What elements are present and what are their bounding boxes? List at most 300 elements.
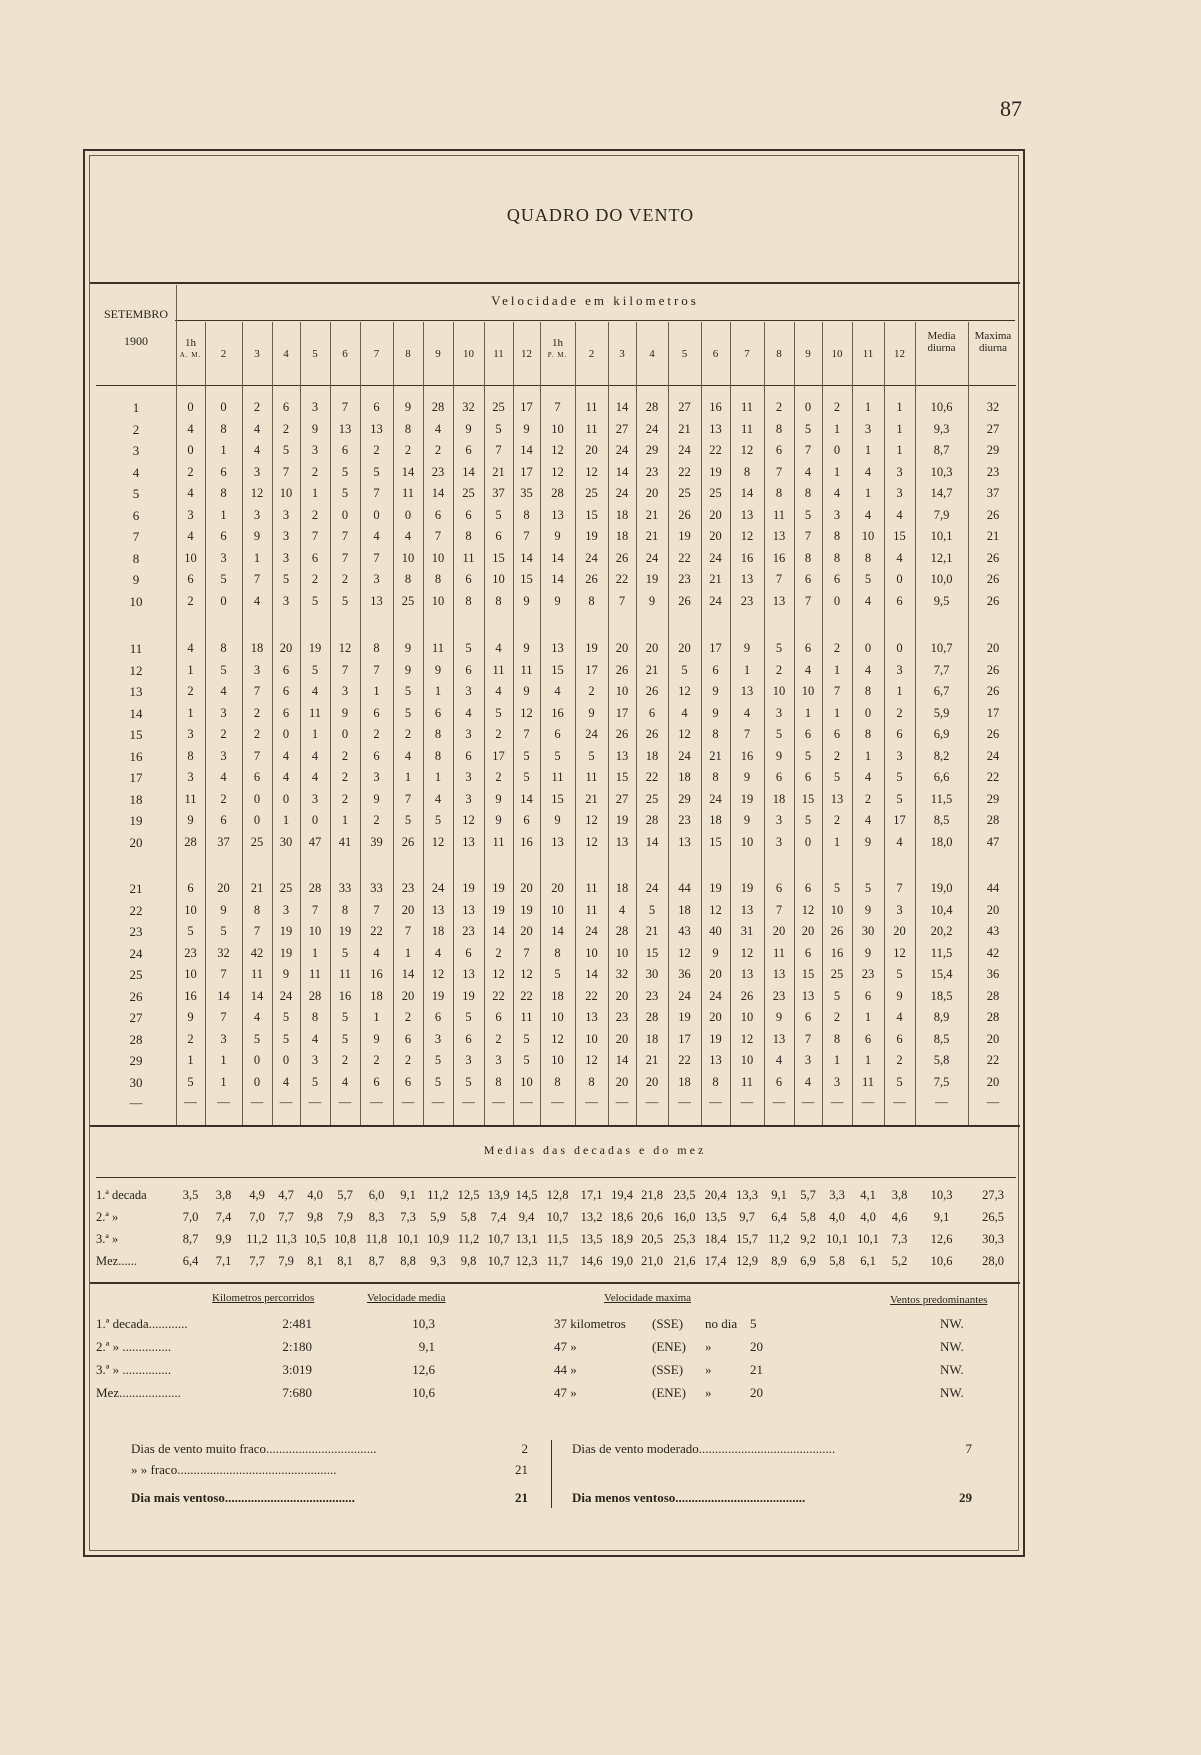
table-cell: 13 bbox=[740, 572, 754, 586]
means-cell: 9,9 bbox=[215, 1232, 232, 1246]
table-cell: 13 bbox=[740, 507, 754, 522]
table-cell: 23 bbox=[678, 572, 691, 586]
table-cell: 16 bbox=[740, 550, 754, 565]
table-cell: 8 bbox=[434, 572, 442, 586]
table-cell: 8 bbox=[434, 748, 442, 763]
means-cell: 10,8 bbox=[334, 1232, 356, 1246]
table-cell: 1 bbox=[896, 684, 903, 698]
table-cell: — bbox=[709, 1095, 722, 1109]
table-cell: 23 bbox=[645, 988, 659, 1003]
table-cell: 10 bbox=[184, 550, 197, 565]
table-cell: 6 bbox=[833, 727, 841, 741]
table-cell: 20 bbox=[709, 1010, 722, 1024]
table-cell: 37 bbox=[492, 486, 505, 500]
column-header bbox=[608, 348, 636, 360]
day-label: 26 bbox=[129, 988, 143, 1004]
table-cell: 5 bbox=[434, 813, 442, 827]
table-cell: 9 bbox=[648, 593, 656, 608]
table-cell: 4 bbox=[434, 791, 442, 806]
table-cell: 8 bbox=[373, 641, 380, 655]
table-cell: 33 bbox=[338, 881, 352, 895]
table-cell: 1 bbox=[434, 770, 442, 784]
table-cell: 6 bbox=[833, 572, 841, 586]
table-cell: 11 bbox=[740, 421, 754, 436]
means-row-label: 2.ª » bbox=[96, 1210, 119, 1224]
table-cell: 10,3 bbox=[930, 464, 953, 479]
table-cell: 9 bbox=[896, 988, 903, 1003]
table-cell: 1 bbox=[434, 684, 442, 698]
table-cell: 8 bbox=[804, 486, 812, 500]
day-label: 29 bbox=[129, 1053, 143, 1068]
table-cell: 11 bbox=[401, 486, 415, 500]
table-cell: 7 bbox=[404, 924, 412, 938]
table-cell: 3 bbox=[373, 572, 380, 586]
column-header bbox=[701, 348, 730, 360]
means-cell: 7,3 bbox=[891, 1232, 908, 1246]
summary-km: 7:680 bbox=[282, 1385, 312, 1400]
table-cell: 3 bbox=[465, 770, 472, 784]
table-cell: 13 bbox=[709, 1053, 722, 1067]
table-cell: 28 bbox=[645, 813, 659, 827]
table-cell: 21 bbox=[645, 507, 659, 522]
table-cell: 13 bbox=[551, 834, 564, 849]
means-cell: 10,1 bbox=[857, 1232, 879, 1246]
table-cell: 4 bbox=[373, 945, 380, 960]
table-cell: 9 bbox=[712, 705, 719, 720]
table-cell: 20 bbox=[986, 641, 1000, 655]
table-cell: 10 bbox=[308, 924, 322, 938]
table-cell: 16 bbox=[772, 550, 786, 565]
table-cell: 24 bbox=[645, 550, 659, 565]
table-cell: 1 bbox=[864, 1053, 872, 1067]
table-cell: 8 bbox=[554, 1074, 561, 1089]
table-cell: 3 bbox=[282, 507, 290, 522]
table-cell: 5 bbox=[341, 945, 349, 960]
table-cell: 6 bbox=[373, 705, 380, 720]
table-cell: 11,5 bbox=[930, 945, 953, 960]
column-header-label: 12 bbox=[894, 348, 905, 360]
table-cell: 4 bbox=[804, 464, 812, 479]
table-cell: 3 bbox=[282, 902, 290, 917]
table-cell: 20 bbox=[772, 924, 786, 938]
table-cell: 9 bbox=[373, 791, 380, 806]
table-cell: 13 bbox=[772, 529, 786, 543]
table-cell: 2 bbox=[404, 443, 412, 457]
means-cell: 25,3 bbox=[673, 1232, 696, 1246]
table-cell: 11 bbox=[520, 1010, 533, 1024]
table-cell: 6 bbox=[282, 662, 290, 677]
table-cell: 2 bbox=[896, 1053, 903, 1067]
column-header bbox=[730, 348, 764, 360]
rule bbox=[96, 385, 1016, 386]
table-cell: 12 bbox=[585, 464, 598, 479]
table-cell: 25 bbox=[678, 486, 691, 500]
table-cell: 18 bbox=[615, 529, 629, 543]
table-cell: 11 bbox=[338, 967, 352, 981]
table-cell: 16 bbox=[740, 748, 754, 763]
summary-vento: NW. bbox=[940, 1385, 964, 1400]
table-cell: 1 bbox=[187, 705, 194, 720]
table-cell: 20 bbox=[986, 1074, 1000, 1089]
summary-vento: NW. bbox=[940, 1339, 964, 1354]
day-label: 4 bbox=[132, 464, 140, 480]
day-label: 18 bbox=[129, 791, 143, 807]
table-cell: 14 bbox=[250, 988, 264, 1003]
means-cell: 5,7 bbox=[337, 1188, 353, 1202]
table-cell: 18,5 bbox=[930, 988, 953, 1003]
table-cell: 5 bbox=[373, 464, 380, 479]
table-cell: 4 bbox=[253, 421, 261, 436]
summary-vel: 12,6 bbox=[412, 1362, 435, 1377]
table-cell: 18 bbox=[551, 988, 564, 1003]
table-cell: 0 bbox=[282, 1053, 290, 1067]
table-cell: 20 bbox=[217, 881, 230, 895]
table-cell: 2 bbox=[187, 593, 194, 608]
table-cell: 6 bbox=[804, 945, 812, 960]
table-cell: 3 bbox=[220, 705, 227, 720]
table-cell: 7 bbox=[311, 902, 319, 917]
table-cell: 6 bbox=[282, 705, 290, 720]
table-cell: 10,0 bbox=[930, 572, 953, 586]
table-cell: 6 bbox=[282, 684, 290, 698]
table-cell: 19 bbox=[338, 924, 352, 938]
table-cell: 5 bbox=[311, 662, 319, 677]
table-cell: 4 bbox=[187, 421, 194, 436]
table-cell: 24 bbox=[431, 881, 445, 895]
table-cell: 14 bbox=[645, 834, 659, 849]
column-header bbox=[205, 348, 242, 360]
table-cell: 12 bbox=[492, 967, 505, 981]
table-cell: 2 bbox=[833, 813, 841, 827]
table-cell: 16 bbox=[709, 400, 722, 414]
table-cell: 10 bbox=[184, 967, 197, 981]
table-cell: 36 bbox=[986, 967, 1000, 981]
table-cell: 35 bbox=[520, 486, 533, 500]
table-cell: 21 bbox=[585, 791, 598, 806]
table-cell: 2 bbox=[495, 1031, 502, 1046]
table-cell: 1 bbox=[311, 727, 319, 741]
table-cell: 23 bbox=[184, 945, 197, 960]
day-label: 12 bbox=[129, 662, 143, 678]
table-cell: 13 bbox=[551, 507, 564, 522]
table-cell: 14 bbox=[551, 924, 564, 938]
table-cell: 2 bbox=[588, 684, 595, 698]
table-cell: 4 bbox=[681, 705, 688, 720]
table-cell: 6 bbox=[712, 662, 719, 677]
table-cell: 13 bbox=[801, 988, 815, 1003]
means-cell: 11,2 bbox=[246, 1232, 268, 1246]
summary-vel: 10,6 bbox=[412, 1385, 435, 1400]
column-header bbox=[272, 348, 300, 360]
means-cell: 5,8 bbox=[800, 1210, 816, 1224]
table-cell: 9 bbox=[775, 748, 783, 763]
table-cell: 10 bbox=[615, 684, 629, 698]
table-cell: 8 bbox=[712, 770, 719, 784]
means-cell: 9,2 bbox=[800, 1232, 816, 1246]
table-cell: 9,5 bbox=[933, 593, 950, 608]
table-cell: 5 bbox=[523, 770, 530, 784]
table-cell: 11 bbox=[740, 400, 754, 414]
table-cell: 11 bbox=[431, 641, 445, 655]
means-cell: 10,7 bbox=[546, 1210, 569, 1224]
table-cell: 24 bbox=[678, 988, 691, 1003]
means-cell: 14,6 bbox=[580, 1254, 603, 1268]
table-cell: 10 bbox=[801, 684, 815, 698]
table-cell: 15 bbox=[709, 834, 722, 849]
table-cell: 9 bbox=[465, 421, 472, 436]
table-cell: 18 bbox=[615, 881, 629, 895]
table-cell: 6 bbox=[864, 1031, 872, 1046]
table-cell: 10 bbox=[615, 945, 629, 960]
table-cell: 19 bbox=[492, 902, 505, 917]
table-cell: 41 bbox=[338, 834, 352, 849]
table-cell: 5 bbox=[341, 486, 349, 500]
table-cell: 42 bbox=[250, 945, 264, 960]
table-cell: 10 bbox=[585, 1031, 598, 1046]
table-cell: 9 bbox=[253, 529, 261, 543]
table-cell: 19 bbox=[740, 791, 754, 806]
table-cell: 23 bbox=[462, 924, 475, 938]
table-cell: 3 bbox=[220, 748, 227, 763]
table-cell: 19 bbox=[492, 881, 505, 895]
table-cell: 13 bbox=[740, 902, 754, 917]
table-cell: 12 bbox=[431, 967, 445, 981]
table-cell: 16 bbox=[551, 705, 564, 720]
summary-vel: 10,3 bbox=[412, 1316, 435, 1331]
table-cell: 17 bbox=[520, 400, 533, 414]
table-cell: 9 bbox=[523, 593, 530, 608]
table-cell: 2 bbox=[833, 400, 841, 414]
table-cell: 4 bbox=[896, 834, 903, 849]
table-cell: 19 bbox=[279, 924, 293, 938]
table-cell: 7 bbox=[523, 529, 530, 543]
means-cell: 7,4 bbox=[215, 1210, 232, 1224]
table-cell: 6 bbox=[775, 881, 783, 895]
table-cell: 22 bbox=[709, 443, 722, 457]
table-cell: 13 bbox=[740, 967, 754, 981]
table-cell: 6 bbox=[554, 727, 561, 741]
means-cell: 17,4 bbox=[704, 1254, 727, 1268]
table-cell: 18 bbox=[709, 813, 722, 827]
table-cell: 12 bbox=[462, 813, 475, 827]
means-cell: 18,6 bbox=[611, 1210, 633, 1224]
table-cell: 14 bbox=[615, 1053, 629, 1067]
table-cell: 8 bbox=[554, 945, 561, 960]
table-cell: 8,5 bbox=[933, 1031, 950, 1046]
table-cell: 25 bbox=[462, 486, 475, 500]
means-cell: 28,0 bbox=[982, 1254, 1004, 1268]
column-header-sub: P. M. bbox=[547, 351, 568, 359]
table-cell: 2 bbox=[341, 1053, 349, 1067]
table-cell: 23 bbox=[986, 464, 1000, 479]
means-cell: 30,3 bbox=[982, 1232, 1004, 1246]
column-header-label: 10 bbox=[831, 348, 843, 360]
table-cell: 14,7 bbox=[930, 486, 953, 500]
means-cell: 12,8 bbox=[546, 1188, 569, 1202]
table-cell: 8 bbox=[220, 641, 227, 655]
table-cell: — bbox=[585, 1095, 598, 1109]
table-cell: 6 bbox=[896, 593, 903, 608]
footer-dia-mais-ventoso: Dia mais ventoso........................................ 21 bbox=[131, 1490, 528, 1505]
means-cell: 7,1 bbox=[215, 1254, 232, 1268]
table-cell: 12 bbox=[740, 945, 754, 960]
table-cell: 0 bbox=[253, 813, 261, 827]
table-cell: 6 bbox=[220, 813, 227, 827]
table-cell: — bbox=[801, 1095, 815, 1109]
table-cell: 20 bbox=[678, 641, 691, 655]
table-cell: 6 bbox=[896, 727, 903, 741]
table-cell: 5 bbox=[495, 421, 502, 436]
summary-max: 37 kilometros bbox=[554, 1316, 626, 1331]
table-cell: 9 bbox=[523, 641, 530, 655]
table-cell: 0 bbox=[253, 1074, 261, 1089]
means-cell: 19,0 bbox=[611, 1254, 633, 1268]
table-cell: 18 bbox=[645, 1031, 659, 1046]
table-cell: 6 bbox=[404, 1074, 412, 1089]
table-cell: 2 bbox=[282, 421, 290, 436]
table-cell: 3 bbox=[311, 1053, 319, 1067]
means-cell: 13,2 bbox=[580, 1210, 603, 1224]
means-cell: 26,5 bbox=[982, 1210, 1004, 1224]
table-cell: 8 bbox=[523, 507, 530, 522]
column-header bbox=[423, 348, 453, 360]
table-cell: 7 bbox=[495, 443, 502, 457]
table-cell: 6 bbox=[775, 770, 783, 784]
table-cell: 2 bbox=[253, 727, 261, 741]
column-header bbox=[794, 348, 822, 360]
table-cell: 0 bbox=[282, 727, 290, 741]
table-cell: 19 bbox=[279, 945, 293, 960]
table-cell: 13 bbox=[772, 1031, 786, 1046]
means-cell: 5,7 bbox=[800, 1188, 816, 1202]
day-label: 9 bbox=[132, 572, 140, 587]
table-cell: 1 bbox=[404, 945, 412, 960]
table-cell: 3 bbox=[253, 464, 261, 479]
table-cell: 3 bbox=[896, 748, 903, 763]
table-cell: 6 bbox=[775, 1074, 783, 1089]
table-cell: 7 bbox=[373, 902, 380, 917]
table-cell: 12 bbox=[585, 813, 598, 827]
table-cell: 3 bbox=[253, 507, 261, 522]
table-cell: 13 bbox=[370, 421, 383, 436]
table-cell: 28 bbox=[645, 400, 659, 414]
table-cell: 32 bbox=[986, 400, 1000, 414]
table-cell: 13 bbox=[462, 834, 475, 849]
table-cell: 13 bbox=[585, 1010, 598, 1024]
means-cell: 3,5 bbox=[182, 1188, 199, 1202]
table-cell: 2 bbox=[187, 464, 194, 479]
table-cell: 4 bbox=[804, 1074, 812, 1089]
table-cell: 14 bbox=[401, 464, 415, 479]
table-cell: 19 bbox=[615, 813, 629, 827]
table-cell: 2 bbox=[220, 791, 227, 806]
table-cell: 5 bbox=[187, 924, 194, 938]
table-cell: 4 bbox=[465, 705, 472, 720]
table-cell: 8 bbox=[588, 1074, 595, 1089]
table-cell: 3 bbox=[341, 684, 349, 698]
table-cell: 2 bbox=[404, 1053, 412, 1067]
ventos-header: Ventos predominantes bbox=[890, 1294, 988, 1306]
table-cell: 14 bbox=[431, 486, 445, 500]
table-cell: 8 bbox=[864, 684, 872, 698]
table-cell: 14 bbox=[551, 572, 564, 586]
table-cell: 0 bbox=[187, 443, 194, 457]
day-label: 21 bbox=[129, 881, 143, 896]
table-cell: 40 bbox=[709, 924, 722, 938]
table-cell: 17 bbox=[893, 813, 906, 827]
table-cell: 9 bbox=[775, 1010, 783, 1024]
table-cell: 3 bbox=[896, 486, 903, 500]
table-cell: 22 bbox=[678, 1053, 691, 1067]
table-cell: 12 bbox=[801, 902, 815, 917]
table-cell: 7 bbox=[373, 486, 380, 500]
table-cell: 21 bbox=[709, 572, 722, 586]
column-header-label: 9 bbox=[435, 348, 441, 360]
table-cell: 9 bbox=[864, 834, 872, 849]
table-cell: 20 bbox=[615, 641, 629, 655]
table-cell: 9 bbox=[373, 1031, 380, 1046]
means-cell: 11,5 bbox=[546, 1232, 569, 1246]
means-cell: 12,6 bbox=[930, 1232, 953, 1246]
table-cell: 1 bbox=[404, 770, 412, 784]
table-cell: 10 bbox=[740, 1010, 754, 1024]
table-cell: 2 bbox=[434, 443, 442, 457]
column-header-label: 6 bbox=[342, 348, 348, 360]
means-cell: 8,9 bbox=[771, 1254, 787, 1268]
table-cell: 4 bbox=[864, 593, 872, 608]
table-cell: 28 bbox=[645, 1010, 659, 1024]
table-cell: 5 bbox=[804, 813, 812, 827]
table-cell: 24 bbox=[709, 988, 722, 1003]
means-cell: 20,5 bbox=[641, 1232, 663, 1246]
table-cell: 1 bbox=[311, 486, 319, 500]
table-cell: 10 bbox=[551, 902, 564, 917]
footer-fraco: » » fraco................................................. 21 bbox=[131, 1462, 528, 1477]
table-cell: 6 bbox=[220, 529, 227, 543]
means-cell: 20,6 bbox=[641, 1210, 663, 1224]
table-cell: 28 bbox=[986, 1010, 1000, 1024]
day-label: 22 bbox=[129, 902, 143, 918]
day-label: 1 bbox=[132, 400, 140, 415]
table-cell: 8 bbox=[833, 550, 841, 565]
table-cell: 7 bbox=[341, 400, 349, 414]
table-cell: 4 bbox=[282, 1074, 290, 1089]
summary-dia: 20 bbox=[750, 1385, 763, 1400]
page-number: 87 bbox=[1000, 96, 1022, 121]
means-cell: 11,3 bbox=[275, 1232, 297, 1246]
table-cell: 12 bbox=[551, 1031, 564, 1046]
table-cell: 18 bbox=[645, 748, 659, 763]
table-cell: 4 bbox=[220, 684, 227, 698]
table-cell: — bbox=[184, 1095, 197, 1109]
table-cell: 9 bbox=[743, 770, 751, 784]
means-cell: 10,5 bbox=[304, 1232, 326, 1246]
table-cell: 18 bbox=[250, 641, 264, 655]
vel-header: Velocidade media bbox=[367, 1292, 446, 1304]
column-header bbox=[575, 348, 608, 360]
table-cell: 23 bbox=[861, 967, 875, 981]
column-header-label: 8 bbox=[405, 348, 411, 360]
table-cell: 9 bbox=[187, 813, 194, 827]
table-cell: 15 bbox=[551, 791, 564, 806]
day-label: 30 bbox=[129, 1074, 143, 1090]
table-cell: 5 bbox=[404, 705, 412, 720]
table-cell: 26 bbox=[986, 550, 1000, 565]
table-cell: 0 bbox=[864, 641, 872, 655]
table-cell: 28 bbox=[308, 881, 322, 895]
table-cell: 9 bbox=[864, 902, 872, 917]
table-cell: 6 bbox=[804, 641, 812, 655]
